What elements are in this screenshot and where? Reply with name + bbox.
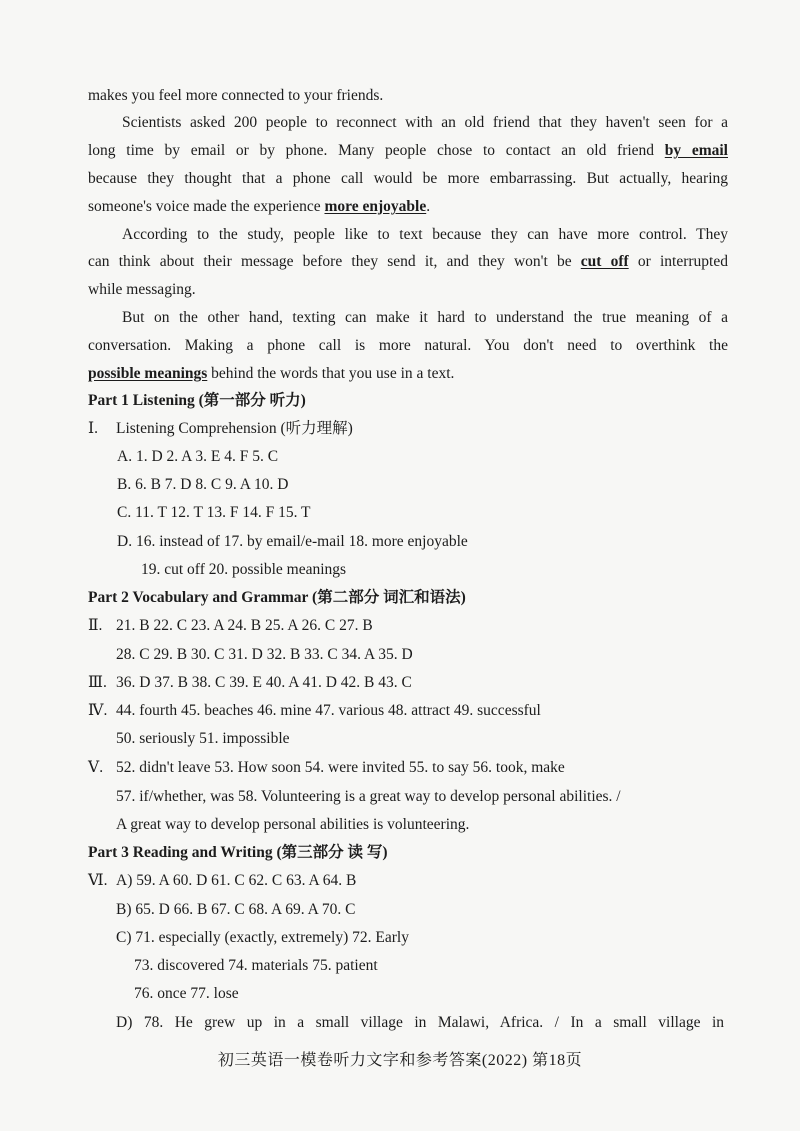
part1-heading: Part 1 Listening (第一部分 听力) bbox=[88, 392, 306, 409]
answer-row: 50. seriously 51. impossible bbox=[116, 730, 290, 747]
underlined-answer: by email bbox=[664, 142, 728, 159]
underlined-answer: possible meanings bbox=[88, 365, 208, 382]
passage-line: because they thought that a phone call would be more embarrassing. But actually, hearing bbox=[88, 170, 728, 187]
passage-line: possible meanings behind the words that you use in a text. bbox=[88, 365, 455, 382]
passage-line: makes you feel more connected to your friends. bbox=[88, 87, 384, 104]
underlined-answer: cut off bbox=[580, 253, 629, 270]
section-1-title: Ⅰ. Listening Comprehension (听力理解) bbox=[88, 420, 353, 437]
answer-row: B. 6. B 7. D 8. C 9. A 10. D bbox=[117, 476, 289, 493]
passage-line: while messaging. bbox=[88, 281, 196, 298]
page-footer: 初三英语一模卷听力文字和参考答案(2022) 第18页 bbox=[217, 1052, 583, 1069]
answer-row: 76. once 77. lose bbox=[134, 985, 239, 1002]
answer-row: D. 16. instead of 17. by email/e-mail 18. more enjoyable bbox=[117, 533, 468, 550]
answer-row: 28. C 29. B 30. C 31. D 32. B 33. C 34. A 35. D bbox=[116, 646, 413, 663]
roman-numeral: Ⅲ. bbox=[88, 674, 107, 691]
answer-row: Ⅵ. A) 59. A 60. D 61. C 62. C 63. A 64. B bbox=[88, 872, 357, 889]
answer-row: Ⅴ. 52. didn't leave 53. How soon 54. were invited 55. to say 56. took, make bbox=[88, 759, 565, 776]
answer-row: Ⅲ. 36. D 37. B 38. C 39. E 40. A 41. D 42. B 43. C bbox=[88, 674, 412, 691]
roman-numeral: Ⅰ. bbox=[88, 420, 98, 437]
passage-line: But on the other hand, texting can make it hard to understand the true meaning of a bbox=[122, 309, 728, 326]
roman-numeral: Ⅳ. bbox=[88, 702, 108, 719]
passage-line: conversation. Making a phone call is more natural. You don't need to overthink the bbox=[88, 337, 728, 354]
answer-row: D) 78. He grew up in a small village in Malawi, Africa. / In a small village in bbox=[116, 1014, 724, 1031]
roman-numeral: Ⅱ. bbox=[88, 617, 103, 634]
answer-row: 57. if/whether, was 58. Volunteering is a great way to develop personal abilities. / bbox=[116, 788, 621, 805]
answer-row: Ⅳ. 44. fourth 45. beaches 46. mine 47. various 48. attract 49. successful bbox=[88, 702, 541, 719]
passage-line: long time by email or by phone. Many people chose to contact an old friend by email bbox=[88, 142, 728, 159]
passage-line: can think about their message before they send it, and they won't be cut off or interrupted bbox=[88, 253, 728, 270]
answer-row: 73. discovered 74. materials 75. patient bbox=[134, 957, 378, 974]
underlined-answer: more enjoyable bbox=[324, 198, 427, 215]
answer-row: C) 71. especially (exactly, extremely) 72. Early bbox=[116, 929, 409, 946]
passage-line: Scientists asked 200 people to reconnect with an old friend that they haven't seen for a bbox=[122, 114, 728, 131]
part2-heading: Part 2 Vocabulary and Grammar (第二部分 词汇和语法) bbox=[88, 589, 466, 606]
roman-numeral: Ⅴ. bbox=[88, 759, 104, 776]
answer-row: B) 65. D 66. B 67. C 68. A 69. A 70. C bbox=[116, 901, 356, 918]
answer-row: Ⅱ. 21. B 22. C 23. A 24. B 25. A 26. C 27. B bbox=[88, 617, 373, 634]
part3-heading: Part 3 Reading and Writing (第三部分 读 写) bbox=[88, 844, 388, 861]
answer-row: A. 1. D 2. A 3. E 4. F 5. C bbox=[117, 448, 279, 465]
answer-row: 19. cut off 20. possible meanings bbox=[141, 561, 347, 578]
answer-row: C. 11. T 12. T 13. F 14. F 15. T bbox=[117, 504, 311, 521]
passage-line: According to the study, people like to text because they can have more control. They bbox=[122, 226, 728, 243]
passage-line: someone's voice made the experience more enjoyable. bbox=[88, 198, 431, 215]
answer-row: A great way to develop personal abilities is volunteering. bbox=[116, 816, 470, 833]
roman-numeral: Ⅵ. bbox=[88, 872, 108, 889]
